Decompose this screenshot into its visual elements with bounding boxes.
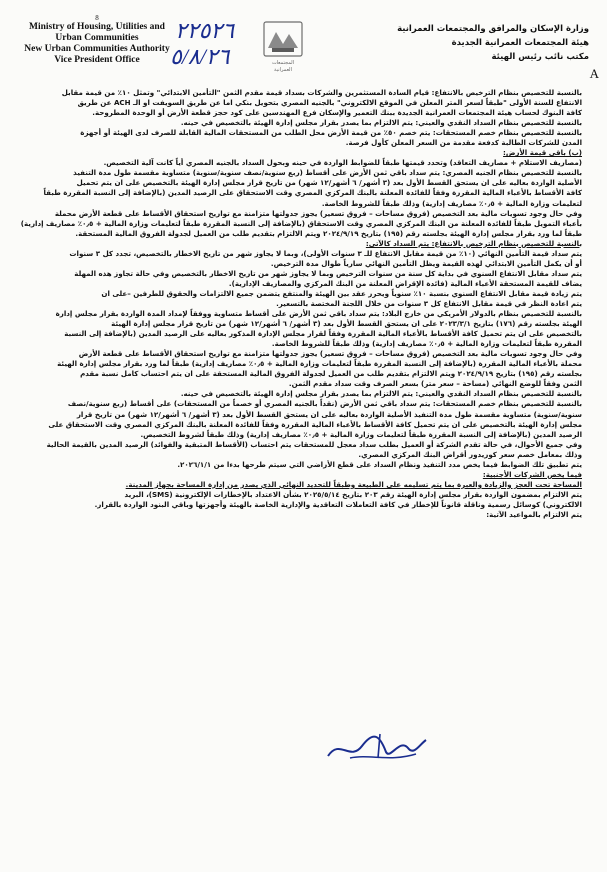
- body-line: المساحة تحت العجز والزيادة والعبرة بما يتم تسليمه على الطبيعة وطبقاً للتحديد النهائي الذي يصدر من إدارة المساحة بجهاز المدينة.: [125, 479, 582, 489]
- body-line: طبقاً لما ورد بقرار مجلس إدارة الهيئة بجلسته رقم (١٩٥) بتاريخ ٢٠٢٤/٩/١٩ ويتم الالتزام بتقديم طلب من العميل لجدولة الفروق المالية المستحقة.: [75, 228, 582, 238]
- body-line: وذلك بمعامل خصم سعر كوريدور أقراض البنك المركزي المصري.: [358, 449, 582, 459]
- body-line: أو أن يكمل التأمين الابتدائي لهذه القيمة ويظل التأمين النهائي سارياً طوال مدة الترخيص.: [270, 258, 582, 268]
- english-header-line: Vice President Office: [54, 55, 140, 65]
- body-line: كافة الأقساط بالأعباء المالية المقررة وفقاً للفائدة المعلنة بالبنك المركزي المصري وقت الاستحقاق على الرصيد المدين (بالإضافة إلى النسبة المقررة طبقاً: [43, 188, 582, 198]
- body-line: يتم سداد مقابل الانتفاع السنوي في بداية كل سنة من سنوات الترخيص وبما لا يجاوز شهر من تاريخ الاخطار بالتخصيص وفي حالة تجاوز هذه المهلة: [74, 268, 582, 278]
- body-line: (ب) باقي قيمة الأرض:: [503, 148, 582, 158]
- body-line: بالنسبة للتخصيص بنظام الترخيص بالانتفاع: يتم السداد كالآتي:: [365, 238, 582, 248]
- body-line: بالنسبة للتخصيص بنظام خصم المستحقات: يتم خصم ٥٠٪ من قيمة الأرض محل الطلب من المستحقات المالية القابلة للصرف لدى الهيئة أو أجهزة: [80, 128, 582, 138]
- english-header: [8, 14, 186, 66]
- body-line: بالنسبة للتخصيص بنظام خصم المستحقات: يتم سداد باقي ثمن الأرض (نقداً بالجنيه المصري أو خصماً من المستحقات) على أقساط (ربع سنوية/نصف: [67, 399, 582, 409]
- handwritten-date: ٥/٨/٢٦: [170, 44, 230, 69]
- body-line: يتم تطبيق تلك الضوابط فيما يخص مدد التنفيذ ونظام السداد على قطع الأراضي التي سيتم طرحها بدءا من ٢٠٢٦/١/١.: [177, 459, 582, 469]
- body-line: بأعباء التمويل طبقاً للفائدة المعلنة من البنك المركزي المصري وقت الاستحقاق (بالإضافة إلى النسبة المقررة طبقاً لتعليمات وزارة المالية + ٠٫٥٪ مصاريف إدارية): [20, 218, 582, 228]
- body-line: وفي حال وجود تسويات مالية بعد التخصيص (فروق مساحات – فروق تسعير) يجوز جدولتها متزامنة مع تواريخ استحقاق الأقساط على قطعة الأرض: [78, 349, 582, 359]
- body-line: بجلسته رقم (١٩٥) بتاريخ ٢٠٢٤/٩/١٩ ويتم الالتزام بتقديم طلب من العميل لجدولة الفروق المالية المستحقة على ان يتم احتساب كامل نسبة مقدم: [80, 369, 582, 379]
- body-line: الهيئة بجلسته رقم (١٧٦) بتاريخ ٢٠٢٣/٣/١ على ان يستحق القسط الأول بعد (٣ أشهر/ ٦ أشهر/١٢ شهر) من تاريخ قرار مجلس إدارة الهيئة: [111, 319, 582, 329]
- body-line: مجلس إدارة الهيئة بالتخصيص على ان يتم تحميل كافة الأقساط بالأعباء المالية المقررة وفقاً للفائدة المعلنة بالبنك المركزي المصري وقت الاستحقاق على: [48, 419, 582, 429]
- body-line: وفي حال وجود تسويات مالية بعد التخصيص (فروق مساحات – فروق تسعير) يجوز جدولتها متزامنة مع تواريخ استحقاق الأقساط على قطعة الأرض محملة: [54, 208, 582, 218]
- body-line: محملة بالأعباء المالية المقررة (بالإضافة إلى النسبة المقررة طبقاً لتعليمات وزارة المالية + ٠٫٥٪ مصاريف إدارية) طبقاً لما ورد بقرار مجلس إدارة الهيئة: [57, 359, 582, 369]
- svg-text:العمرانية: العمرانية: [274, 67, 292, 73]
- body-line: يتم الالتزام بمضمون الواردة بقرار مجلس إدارة الهيئة رقم ٢٠٣ بتاريخ ٢٠٢٥/٥/١٤ بشأن الاعتداد بالإخطارات الإلكترونية (SMS)، البريد: [124, 489, 582, 499]
- body-line: الثمن وفقاً للوضع النهائي (مساحة – سعر متر) بسعر الصرف وقت سداد مقدم الثمن.: [288, 379, 582, 389]
- english-header-line: Urban Communities: [55, 33, 139, 43]
- english-header-line: Ministry of Housing, Utilities and: [29, 22, 165, 32]
- english-header-line: New Urban Communities Authority: [24, 44, 170, 54]
- arabic-header-line: هيئة المجتمعات العمرانية الجديدة: [451, 38, 589, 48]
- body-line: بالنسبة للتخصيص بنظام السداد النقدي والعيني: يتم الالتزام بما يصدر بقرار مجلس إدارة الهيئة بالتخصيص في حينه.: [180, 118, 582, 128]
- arabic-header-line: وزارة الإسكان والمرافق والمجتمعات العمرانية: [397, 24, 589, 34]
- handwritten-signature: [320, 728, 430, 768]
- document-body: [20, 88, 582, 520]
- body-line: يتم اعادة النظر في قيمة مقابل الانتفاع كل ٣ سنوات من خلال اللجنة المختصة بالتسعير.: [276, 298, 582, 308]
- body-line: فيما يخص الشركات الأجنبية:: [482, 469, 582, 479]
- body-line: بالنسبة للتخصيص بنظام بالدولار الأمريكي من خارج البلاد: يتم سداد باقي ثمن الأرض على أقساط متساوية ووفقاً لإمداد المدة الواردة بقرار مجلس إدارة: [55, 309, 582, 319]
- arabic-header-line: مكتب نائب رئيس الهيئة: [491, 52, 589, 62]
- body-line: يتم سداد قيمة التأمين النهائي (١٠٪ من قيمة مقابل الانتفاع للـ ٣ سنوات الأولى)، وبما لا يجاوز شهر من تاريخ الاخطار بالتخصيص، تجدد كل ٣ سنوات: [69, 248, 582, 258]
- body-line: بالنسبة للتخصيص بنظام الجنيه المصري: يتم سداد باقي ثمن الأرض على أقساط (ربع سنوية/نصف سنوية/سنوية) متساوية مقسمة طول مدة التنفيذ: [73, 168, 582, 178]
- body-line: يتم الالتزام بالمواعيد الآتية:: [486, 509, 582, 519]
- page-number: 8: [95, 14, 99, 22]
- arabic-header: [369, 22, 589, 64]
- body-line: بالنسبة للتخصيص بنظام السداد النقدي والعيني: يتم الالتزام بما يصدر بقرار مجلس إدارة الهيئة بالتخصيص في حينه.: [180, 389, 582, 399]
- body-line: يتم زيادة قيمة مقابل الانتفاع السنوي بنسبة ١٠٪ سنوياً ويحرر عقد بين الهيئة والمنتفع يتضمن جميع الالتزامات والحقوق للطرفين –على ان: [101, 288, 582, 298]
- body-line: الانتفاع للسنة الأولى "طبقاً لسعر المتر المعلن في الموقع الالكتروني" بالجنيه المصري بتحويل بنكي اما عن طريق السويفت او الـ ACH عن طريق: [77, 98, 582, 108]
- body-line: وفي جميع الأحوال، في حالة تقدم الشركة أو العميل بطلب سداد معجل للمستحقات يتم احتساب (الأقساط المتبقية والفوائد) الرصيد المدين بالقيمة الحالية: [46, 439, 582, 449]
- body-line: الأصلية الواردة بعاليه على ان يستحق القسط الأول بعد (٣ أشهر/ ٦ أشهر/١٢ شهر) من تاريخ قرار مجلس إدارة الهيئة بالتخصيص على ان يتم تحميل: [76, 178, 582, 188]
- section-letter: A: [589, 66, 599, 81]
- body-line: الرصيد المدين (بالإضافة إلى النسبة المقررة طبقاً لتعليمات وزارة المالية + ٠٫٥٪ مصاريف إدارية) وذلك طبقاً لشروط التخصيص.: [140, 429, 582, 439]
- body-line: بالنسبة للتخصيص بنظام الترخيص بالانتفاع: قيام السادة المستثمرين والشركات بسداد قيمة مقدم الثمن "التأمين الابتدائي" وتمثل ١٠٪ من قيمة مقابل: [61, 88, 582, 97]
- authority-logo: [258, 18, 308, 74]
- body-line: كافة البنوك لحساب هيئة المجتمعات العمرانية الجديدة ببنك التعمير والإسكان فرع المهندسين على كود حجز قطعة الأرض أو الوحدة المطروحة.: [92, 108, 582, 118]
- svg-text:المجتمعات: المجتمعات: [271, 60, 295, 66]
- body-line: سنوية/سنوية) متساوية مقسمة طول مدة التنفيذ الأصلية الواردة بعاليه على ان يستحق القسط الأول بعد (٣ أشهر/ ٦ أشهر/١٢ شهر) من تاريخ قرار: [76, 409, 582, 419]
- body-line: (مصاريف الاستلام + مصاريف التعاقد) وتحدد قيمتها طبقاً للضوابط الواردة في حينه وبحول السداد بالجنيه المصري أياً كانت آلية التخصيص.: [103, 158, 582, 168]
- body-line: المقررة طبقاً لتعليمات وزارة المالية + ٠٫٥٪ مصاريف إدارية) وذلك طبقاً للشروط الخاصة.: [271, 339, 582, 349]
- body-line: الالكتروني) كوسائل رسمية وناقلة قانوناً للإخطار في كافة التعاملات التعاقدية والإدارية الخاصة بالهيئة وأجهزتها وباقي البنود الواردة بالقرار.: [94, 499, 582, 509]
- body-line: بالتخصيص على ان يتم تحميل كافة الأقساط بالأعباء المالية المقررة وفقاً لقرار مجلس الإدارة المذكور بعاليه على الرصيد المدين (بالإضافة إلى النسبة: [64, 329, 582, 339]
- body-line: لتعليمات وزارة المالية + ٠٫٥٪ مصاريف إدارية) وذلك طبقاً للشروط الخاصة.: [321, 198, 582, 208]
- body-line: يضاف للقيمة المستحقة الأعباء المالية (فائدة الإقراض المعلنة من البنك المركزي والمصاريف الإدارية).: [228, 278, 582, 288]
- handwritten-number: ٢٢٥٢٦: [175, 18, 235, 43]
- body-line: المدن للشركات الطالبة كدفعة مقدمة من السعر المعلن كأول فرصة.: [345, 138, 582, 148]
